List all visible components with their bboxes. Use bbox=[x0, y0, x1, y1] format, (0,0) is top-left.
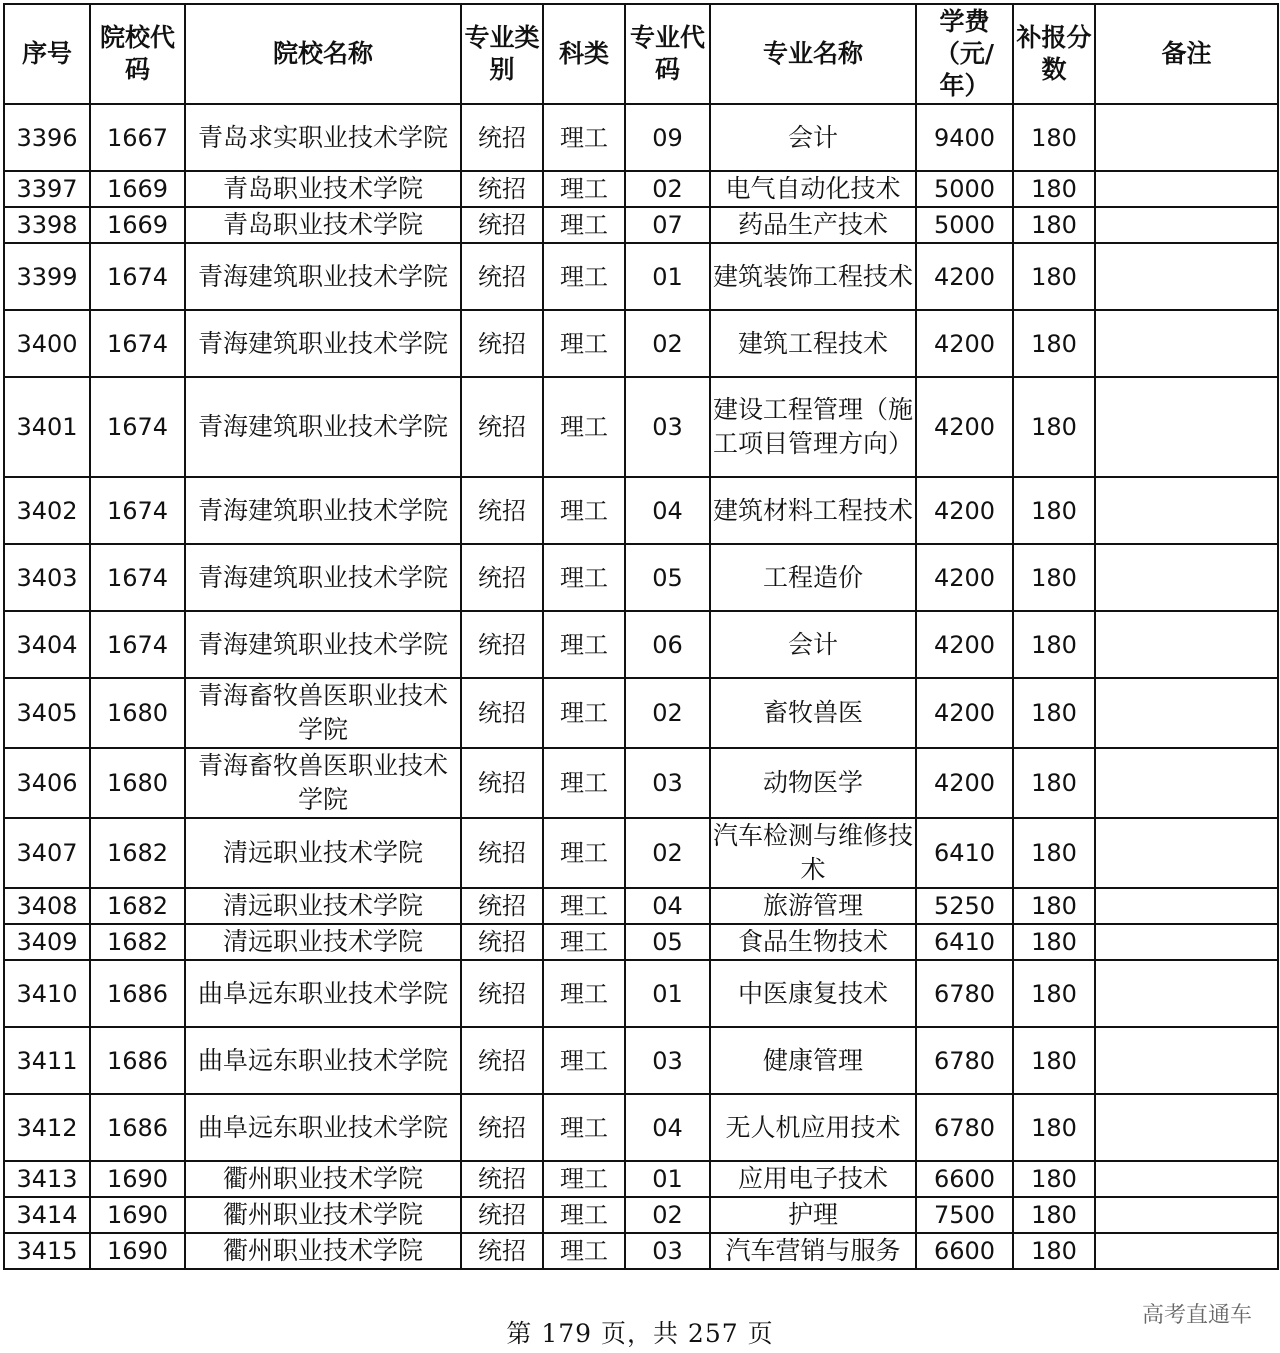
cell-score: 180 bbox=[1013, 1027, 1095, 1094]
cell-fee: 6780 bbox=[916, 1094, 1013, 1161]
cell-school-code: 1682 bbox=[90, 924, 185, 960]
cell-school-name: 青海建筑职业技术学院 bbox=[185, 611, 461, 678]
cell-school-code: 1680 bbox=[90, 748, 185, 818]
cell-note bbox=[1095, 310, 1278, 377]
cell-fee: 6410 bbox=[916, 924, 1013, 960]
table-row bbox=[4, 1027, 1278, 1094]
cell-school-name: 青海畜牧兽医职业技术学院 bbox=[185, 748, 461, 818]
cell-school-name: 衢州职业技术学院 bbox=[185, 1233, 461, 1269]
cell-score: 180 bbox=[1013, 888, 1095, 924]
cell-subject: 理工 bbox=[543, 924, 625, 960]
header-school-name: 院校名称 bbox=[185, 4, 461, 104]
cell-school-code: 1674 bbox=[90, 310, 185, 377]
cell-major-type: 统招 bbox=[461, 207, 543, 243]
cell-major-code: 02 bbox=[625, 678, 710, 748]
cell-score: 180 bbox=[1013, 377, 1095, 477]
cell-major-name: 会计 bbox=[710, 611, 916, 678]
header-fee: 学费（元/年） bbox=[916, 4, 1013, 104]
cell-fee: 4200 bbox=[916, 678, 1013, 748]
cell-major-name: 健康管理 bbox=[710, 1027, 916, 1094]
cell-fee: 9400 bbox=[916, 104, 1013, 171]
cell-major-code: 09 bbox=[625, 104, 710, 171]
cell-fee: 5000 bbox=[916, 171, 1013, 207]
cell-major-code: 02 bbox=[625, 818, 710, 888]
cell-subject: 理工 bbox=[543, 171, 625, 207]
cell-subject: 理工 bbox=[543, 310, 625, 377]
cell-major-type: 统招 bbox=[461, 818, 543, 888]
cell-school-name: 曲阜远东职业技术学院 bbox=[185, 1027, 461, 1094]
cell-note bbox=[1095, 1094, 1278, 1161]
cell-seq: 3408 bbox=[4, 888, 90, 924]
cell-note bbox=[1095, 243, 1278, 310]
cell-major-type: 统招 bbox=[461, 924, 543, 960]
cell-major-code: 04 bbox=[625, 1094, 710, 1161]
cell-school-name: 青岛求实职业技术学院 bbox=[185, 104, 461, 171]
cell-note bbox=[1095, 207, 1278, 243]
header-major-type: 专业类别 bbox=[461, 4, 543, 104]
cell-note bbox=[1095, 888, 1278, 924]
cell-major-type: 统招 bbox=[461, 544, 543, 611]
table-row bbox=[4, 477, 1278, 544]
table-row bbox=[4, 207, 1278, 243]
cell-major-type: 统招 bbox=[461, 678, 543, 748]
cell-score: 180 bbox=[1013, 544, 1095, 611]
cell-score: 180 bbox=[1013, 207, 1095, 243]
header-school-code: 院校代码 bbox=[90, 4, 185, 104]
cell-seq: 3399 bbox=[4, 243, 90, 310]
cell-seq: 3409 bbox=[4, 924, 90, 960]
cell-major-name: 中医康复技术 bbox=[710, 960, 916, 1027]
cell-subject: 理工 bbox=[543, 243, 625, 310]
cell-fee: 5000 bbox=[916, 207, 1013, 243]
cell-score: 180 bbox=[1013, 1197, 1095, 1233]
cell-major-name: 建设工程管理（施工项目管理方向） bbox=[710, 377, 916, 477]
cell-subject: 理工 bbox=[543, 1094, 625, 1161]
table-row bbox=[4, 748, 1278, 818]
cell-school-code: 1674 bbox=[90, 243, 185, 310]
cell-major-code: 01 bbox=[625, 960, 710, 1027]
cell-major-code: 03 bbox=[625, 1027, 710, 1094]
cell-fee: 4200 bbox=[916, 310, 1013, 377]
cell-major-code: 03 bbox=[625, 1233, 710, 1269]
cell-major-name: 建筑装饰工程技术 bbox=[710, 243, 916, 310]
cell-score: 180 bbox=[1013, 171, 1095, 207]
cell-score: 180 bbox=[1013, 611, 1095, 678]
cell-note bbox=[1095, 924, 1278, 960]
cell-major-type: 统招 bbox=[461, 377, 543, 477]
cell-note bbox=[1095, 678, 1278, 748]
cell-note bbox=[1095, 1197, 1278, 1233]
table-row bbox=[4, 960, 1278, 1027]
cell-major-type: 统招 bbox=[461, 1027, 543, 1094]
cell-note bbox=[1095, 544, 1278, 611]
cell-note bbox=[1095, 818, 1278, 888]
cell-score: 180 bbox=[1013, 924, 1095, 960]
cell-fee: 4200 bbox=[916, 377, 1013, 477]
table-row bbox=[4, 310, 1278, 377]
cell-seq: 3396 bbox=[4, 104, 90, 171]
cell-school-code: 1669 bbox=[90, 171, 185, 207]
cell-seq: 3407 bbox=[4, 818, 90, 888]
cell-major-type: 统招 bbox=[461, 477, 543, 544]
cell-major-name: 建筑工程技术 bbox=[710, 310, 916, 377]
cell-seq: 3413 bbox=[4, 1161, 90, 1197]
cell-school-code: 1690 bbox=[90, 1161, 185, 1197]
cell-score: 180 bbox=[1013, 748, 1095, 818]
cell-school-name: 曲阜远东职业技术学院 bbox=[185, 960, 461, 1027]
cell-subject: 理工 bbox=[543, 818, 625, 888]
cell-major-type: 统招 bbox=[461, 960, 543, 1027]
cell-school-name: 清远职业技术学院 bbox=[185, 818, 461, 888]
cell-subject: 理工 bbox=[543, 611, 625, 678]
table-row bbox=[4, 544, 1278, 611]
cell-major-type: 统招 bbox=[461, 748, 543, 818]
cell-school-code: 1690 bbox=[90, 1233, 185, 1269]
cell-major-name: 无人机应用技术 bbox=[710, 1094, 916, 1161]
header-score: 补报分数 bbox=[1013, 4, 1095, 104]
cell-major-code: 02 bbox=[625, 171, 710, 207]
cell-major-code: 03 bbox=[625, 748, 710, 818]
cell-major-code: 05 bbox=[625, 924, 710, 960]
cell-major-type: 统招 bbox=[461, 104, 543, 171]
cell-fee: 6410 bbox=[916, 818, 1013, 888]
table-row bbox=[4, 104, 1278, 171]
cell-major-type: 统招 bbox=[461, 888, 543, 924]
table-row bbox=[4, 1233, 1278, 1269]
cell-major-name: 汽车检测与维修技术 bbox=[710, 818, 916, 888]
cell-note bbox=[1095, 171, 1278, 207]
cell-school-code: 1686 bbox=[90, 1094, 185, 1161]
cell-school-name: 清远职业技术学院 bbox=[185, 924, 461, 960]
cell-school-name: 青海建筑职业技术学院 bbox=[185, 544, 461, 611]
cell-school-name: 曲阜远东职业技术学院 bbox=[185, 1094, 461, 1161]
cell-note bbox=[1095, 1161, 1278, 1197]
cell-school-code: 1682 bbox=[90, 818, 185, 888]
cell-school-name: 青海建筑职业技术学院 bbox=[185, 477, 461, 544]
cell-school-code: 1674 bbox=[90, 477, 185, 544]
cell-note bbox=[1095, 960, 1278, 1027]
cell-subject: 理工 bbox=[543, 377, 625, 477]
cell-note bbox=[1095, 1027, 1278, 1094]
table-row bbox=[4, 1197, 1278, 1233]
cell-school-name: 青海畜牧兽医职业技术学院 bbox=[185, 678, 461, 748]
cell-note bbox=[1095, 611, 1278, 678]
cell-major-code: 07 bbox=[625, 207, 710, 243]
cell-school-code: 1669 bbox=[90, 207, 185, 243]
cell-major-code: 02 bbox=[625, 1197, 710, 1233]
cell-seq: 3415 bbox=[4, 1233, 90, 1269]
table-row bbox=[4, 818, 1278, 888]
cell-seq: 3401 bbox=[4, 377, 90, 477]
cell-subject: 理工 bbox=[543, 960, 625, 1027]
cell-major-name: 食品生物技术 bbox=[710, 924, 916, 960]
cell-seq: 3397 bbox=[4, 171, 90, 207]
cell-seq: 3406 bbox=[4, 748, 90, 818]
cell-fee: 4200 bbox=[916, 748, 1013, 818]
cell-school-name: 衢州职业技术学院 bbox=[185, 1197, 461, 1233]
table-row bbox=[4, 243, 1278, 310]
cell-fee: 6600 bbox=[916, 1233, 1013, 1269]
cell-major-name: 畜牧兽医 bbox=[710, 678, 916, 748]
cell-note bbox=[1095, 477, 1278, 544]
cell-fee: 4200 bbox=[916, 243, 1013, 310]
admission-table bbox=[3, 3, 1279, 1270]
cell-fee: 6780 bbox=[916, 960, 1013, 1027]
cell-school-code: 1686 bbox=[90, 960, 185, 1027]
header-major-code: 专业代码 bbox=[625, 4, 710, 104]
cell-seq: 3410 bbox=[4, 960, 90, 1027]
cell-school-code: 1686 bbox=[90, 1027, 185, 1094]
cell-subject: 理工 bbox=[543, 1027, 625, 1094]
cell-subject: 理工 bbox=[543, 104, 625, 171]
cell-major-code: 04 bbox=[625, 477, 710, 544]
cell-major-type: 统招 bbox=[461, 1094, 543, 1161]
cell-subject: 理工 bbox=[543, 678, 625, 748]
cell-major-type: 统招 bbox=[461, 310, 543, 377]
cell-score: 180 bbox=[1013, 678, 1095, 748]
cell-fee: 6600 bbox=[916, 1161, 1013, 1197]
cell-score: 180 bbox=[1013, 104, 1095, 171]
cell-major-type: 统招 bbox=[461, 171, 543, 207]
header-major-name: 专业名称 bbox=[710, 4, 916, 104]
cell-subject: 理工 bbox=[543, 477, 625, 544]
cell-major-code: 06 bbox=[625, 611, 710, 678]
cell-subject: 理工 bbox=[543, 1233, 625, 1269]
cell-seq: 3400 bbox=[4, 310, 90, 377]
cell-score: 180 bbox=[1013, 243, 1095, 310]
cell-major-name: 会计 bbox=[710, 104, 916, 171]
cell-score: 180 bbox=[1013, 477, 1095, 544]
cell-major-code: 02 bbox=[625, 310, 710, 377]
cell-major-name: 应用电子技术 bbox=[710, 1161, 916, 1197]
header-row bbox=[4, 4, 1278, 104]
cell-school-name: 青海建筑职业技术学院 bbox=[185, 243, 461, 310]
cell-major-type: 统招 bbox=[461, 243, 543, 310]
cell-subject: 理工 bbox=[543, 207, 625, 243]
table-row bbox=[4, 678, 1278, 748]
header-subject: 科类 bbox=[543, 4, 625, 104]
header-note: 备注 bbox=[1095, 4, 1278, 104]
cell-major-name: 工程造价 bbox=[710, 544, 916, 611]
cell-fee: 4200 bbox=[916, 544, 1013, 611]
cell-major-name: 动物医学 bbox=[710, 748, 916, 818]
cell-school-code: 1667 bbox=[90, 104, 185, 171]
cell-note bbox=[1095, 748, 1278, 818]
table-body bbox=[4, 104, 1278, 1269]
cell-school-name: 青岛职业技术学院 bbox=[185, 207, 461, 243]
table-row bbox=[4, 888, 1278, 924]
cell-seq: 3404 bbox=[4, 611, 90, 678]
cell-major-name: 药品生产技术 bbox=[710, 207, 916, 243]
cell-seq: 3402 bbox=[4, 477, 90, 544]
cell-seq: 3398 bbox=[4, 207, 90, 243]
page-footer: 第 179 页，共 257 页 bbox=[506, 1319, 774, 1348]
cell-major-type: 统招 bbox=[461, 611, 543, 678]
cell-major-code: 01 bbox=[625, 243, 710, 310]
cell-score: 180 bbox=[1013, 1161, 1095, 1197]
cell-major-type: 统招 bbox=[461, 1233, 543, 1269]
cell-score: 180 bbox=[1013, 310, 1095, 377]
cell-school-name: 清远职业技术学院 bbox=[185, 888, 461, 924]
cell-note bbox=[1095, 377, 1278, 477]
cell-major-name: 旅游管理 bbox=[710, 888, 916, 924]
cell-school-name: 青海建筑职业技术学院 bbox=[185, 310, 461, 377]
table-row bbox=[4, 171, 1278, 207]
cell-subject: 理工 bbox=[543, 1197, 625, 1233]
watermark-logo: 高考直通车 bbox=[1141, 1303, 1252, 1328]
table-row bbox=[4, 377, 1278, 477]
cell-note bbox=[1095, 104, 1278, 171]
table-row bbox=[4, 924, 1278, 960]
cell-fee: 5250 bbox=[916, 888, 1013, 924]
table-row bbox=[4, 1094, 1278, 1161]
cell-seq: 3414 bbox=[4, 1197, 90, 1233]
cell-major-name: 护理 bbox=[710, 1197, 916, 1233]
cell-major-type: 统招 bbox=[461, 1161, 543, 1197]
cell-subject: 理工 bbox=[543, 888, 625, 924]
cell-subject: 理工 bbox=[543, 1161, 625, 1197]
cell-major-name: 电气自动化技术 bbox=[710, 171, 916, 207]
cell-school-code: 1680 bbox=[90, 678, 185, 748]
cell-subject: 理工 bbox=[543, 544, 625, 611]
cell-fee: 6780 bbox=[916, 1027, 1013, 1094]
cell-seq: 3411 bbox=[4, 1027, 90, 1094]
table-row bbox=[4, 611, 1278, 678]
cell-major-code: 03 bbox=[625, 377, 710, 477]
cell-school-name: 青岛职业技术学院 bbox=[185, 171, 461, 207]
cell-school-code: 1674 bbox=[90, 544, 185, 611]
cell-major-code: 05 bbox=[625, 544, 710, 611]
cell-school-code: 1690 bbox=[90, 1197, 185, 1233]
table-row bbox=[4, 1161, 1278, 1197]
cell-school-code: 1674 bbox=[90, 377, 185, 477]
cell-seq: 3403 bbox=[4, 544, 90, 611]
header-seq: 序号 bbox=[4, 4, 90, 104]
cell-school-code: 1674 bbox=[90, 611, 185, 678]
cell-score: 180 bbox=[1013, 1094, 1095, 1161]
cell-school-name: 衢州职业技术学院 bbox=[185, 1161, 461, 1197]
cell-major-name: 建筑材料工程技术 bbox=[710, 477, 916, 544]
cell-subject: 理工 bbox=[543, 748, 625, 818]
cell-seq: 3412 bbox=[4, 1094, 90, 1161]
cell-fee: 4200 bbox=[916, 611, 1013, 678]
cell-seq: 3405 bbox=[4, 678, 90, 748]
cell-score: 180 bbox=[1013, 960, 1095, 1027]
cell-major-code: 04 bbox=[625, 888, 710, 924]
cell-fee: 4200 bbox=[916, 477, 1013, 544]
cell-major-code: 01 bbox=[625, 1161, 710, 1197]
cell-score: 180 bbox=[1013, 1233, 1095, 1269]
cell-school-name: 青海建筑职业技术学院 bbox=[185, 377, 461, 477]
cell-school-code: 1682 bbox=[90, 888, 185, 924]
cell-major-name: 汽车营销与服务 bbox=[710, 1233, 916, 1269]
cell-note bbox=[1095, 1233, 1278, 1269]
cell-major-type: 统招 bbox=[461, 1197, 543, 1233]
cell-fee: 7500 bbox=[916, 1197, 1013, 1233]
cell-score: 180 bbox=[1013, 818, 1095, 888]
